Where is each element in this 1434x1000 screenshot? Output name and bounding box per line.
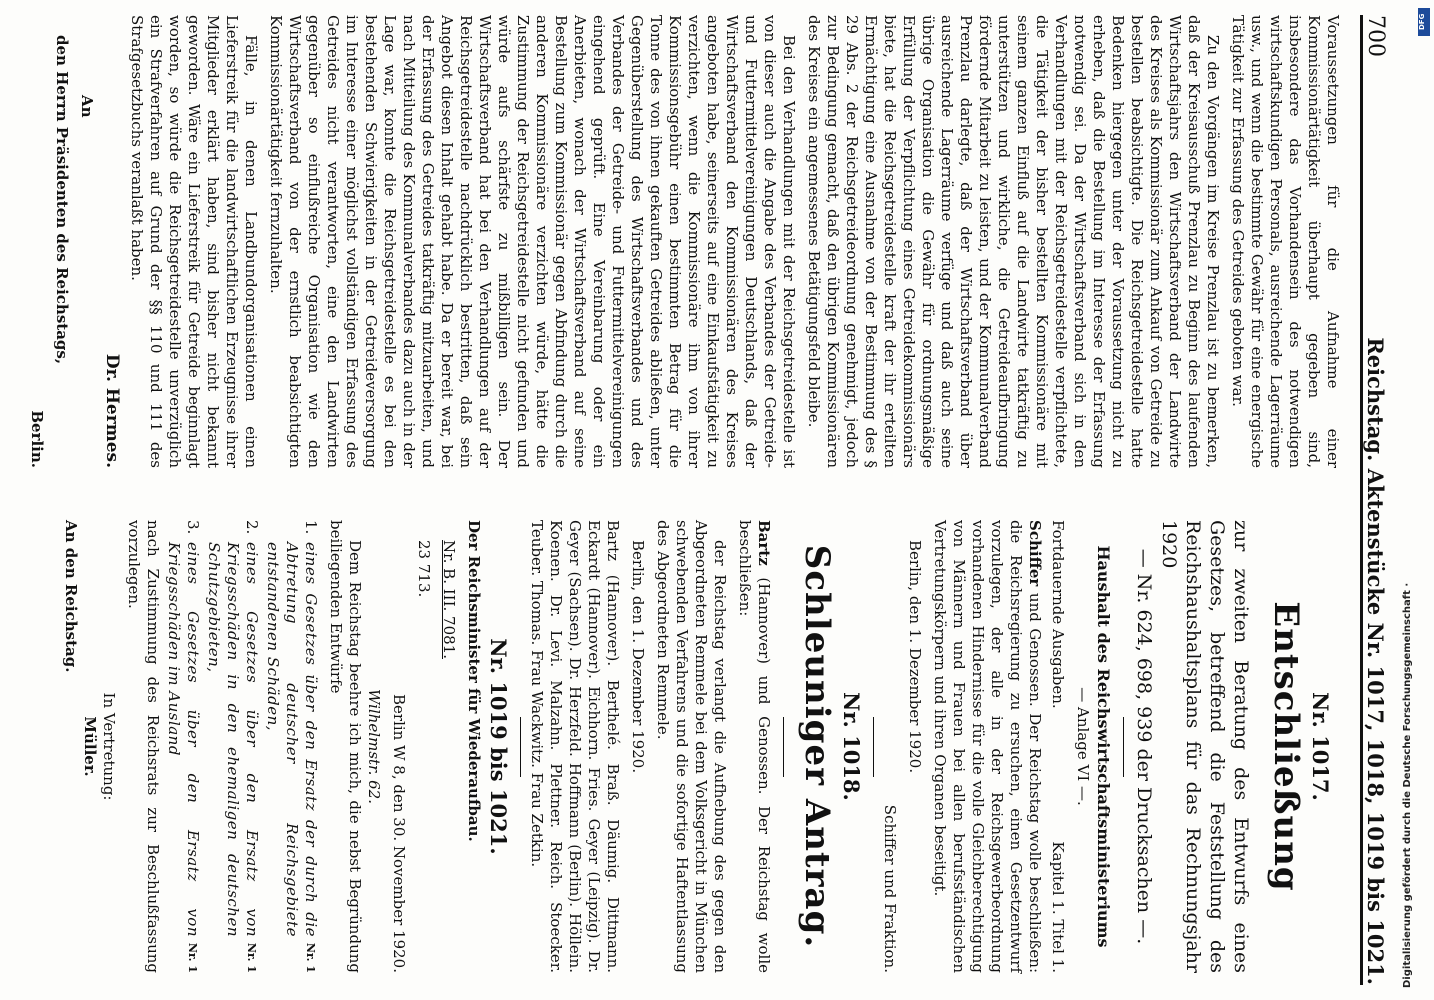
section-title: Haushalt des Reichswirtschaftsministeriums: [1094, 545, 1113, 948]
motion-body: der Reichstag verlangt die Aufhebung des gegen den Abgeordneten Remmele bei dem Volksgericht in München schwebenden Verfahrens und die sofortige Haftentlassung des Abgeordneten Remmele.: [654, 520, 729, 973]
budget-line: [1048, 520, 1067, 973]
dfg-logo: DFG: [1418, 8, 1430, 36]
anlage-label: — Anlage VI —.: [1074, 687, 1092, 806]
letter-outro: nach Zustimmung des Reichsrats zur Beschlußfassung vorzulegen.: [125, 520, 162, 973]
ministry: Der Reichsminister für Wiederaufbau.: [465, 520, 483, 842]
address-recipient: den Herrn Präsidenten des Reichstags,: [53, 35, 71, 365]
reference-number-2: 23 713.: [415, 540, 433, 598]
signers-list: Bartz (Hannover). Berthelé. Braß. Däumig. Dittmann. Eckardt (Hannover). Eichhorn. Fries. Geyer (Leipzig). Dr. Geyer (Sachsen). Dr. Herzfeld. Hoffmann (Berlin). Höllein. Koenen. Dr. Levi. Malzahn. Plettner. Reich. Stoecker. Teuber. Thomas. Frau Wackwitz. Frau Zetkin.: [528, 520, 622, 973]
berlin-date: Berlin W 8, den 30. November 1920.: [390, 694, 408, 973]
margin-mark: Nr. 1: [304, 942, 317, 973]
heading-antrag: Schleuniger Antrag.: [797, 544, 837, 949]
paragraph: Fälle, in denen Landbundorganisationen einen Lieferstreik für die landwirtschaftlichen Erzeugnisse ihrer Mitglieder erklärt haben, sind bisher nicht bekannt geworden. Wäre ein Lieferstreik für Getreide beginnlagt worden, so würde die Reichsgetreidestelle unverzüglich ein Strafverfahren auf Grund der §§ 110 und 111 des Strafgesetzbuchs veranlaßt haben.: [128, 15, 260, 468]
signature: Dr. Hermes.: [102, 353, 122, 468]
signature-mueller: Müller.: [81, 716, 99, 777]
paragraph: Zu den Vorgängen im Kreise Prenzlau ist zu bemerken, daß der Kreisausschuß Prenzlau zu Beginn des laufenden Wirtschaftsjahrs den Wirtschaftsverband der Landwirte des Kreises als Kommissionär zum Ankauf von Getreide zu bestellen beabsichtigte. Die Reichsgetreidestelle hatte Bedenken hiergegen unter der Voraussetzung nicht zu erheben, daß die Bestellung im Interesse der Erfassung notwendig sei. Da der Wirtschaftsverband sich in den Verhandlungen mit der Reichsgetreidestelle verpflichtete, die Tätigkeit der bisher bestellten Kommissionäre mit seinem ganzen Einfluß auf die Landwirte tatkräftig zu unterstützen und wirkliche, die Getreideaufbringung fördernde Mitarbeit zu leisten, und der Kommunalverband Prenzlau darlegte, daß der Wirtschaftsverband über ausreichende Lagerräume verfüge und daß auch seine übrige Organisation die Gewähr für ordnungsmäßige Erfüllung der Verpflichtung eines Getreidekommissionärs biete, hat die Reichsgetreidestelle kraft der ihr erteilten Ermächtigung eine Ausnahme von der Bestimmung des § 29 Abs. 2 der Reichsgetreideordnung genehmigt, jedoch zur Bedingung gemacht, daß den übrigen Kommissionären des Kreises ein angemessenes Betätigungsfeld bleibe.: [805, 15, 1222, 468]
recipient: An den Reichstag.: [62, 520, 80, 673]
page-number: 700: [1363, 15, 1388, 57]
digitization-credit: Digitalisierung gefördert durch die Deutsche Forschungsgemeinschaft ·: [1402, 582, 1413, 988]
margin-mark: Nr. 1: [245, 942, 258, 973]
subtitle-refs: — Nr. 624, 698, 939 der Drucksachen —.: [1133, 548, 1155, 945]
running-title: Reichstag. Aktenstücke Nr. 1017, 1018, 1019 bis 1021.: [1363, 337, 1388, 985]
paragraph: Voraussetzungen für die Aufnahme einer Kommissionärtätigkeit überhaupt gegeben sind, insbesondere das Vorhandensein des notwendigen wirtschaftskundigen Personals, ausreichende Lagerräume usw., und wenn die bestimmte Gewähr für eine energische Tätigkeit zur Erfassung des Getreides geboten war.: [1229, 15, 1342, 468]
reference-number: Nr. B. III. 7081.: [440, 540, 458, 659]
divider: [1123, 717, 1124, 777]
motion-signature: Schiffer und Fraktion.: [881, 804, 899, 973]
list-item: 3. eines Gesetzes über den Ersatz von Kriegsschäden im Ausland Nr. 1: [165, 520, 202, 973]
budget-ref: Kapitel 1. Titel 1.: [1049, 841, 1067, 973]
motion-text: [930, 520, 1044, 973]
budget-type: Fortdauernde Ausgaben.: [1049, 520, 1067, 709]
list-item: 2. eines Gesetzes über den Ersatz von Kriegsschäden in den ehemaligen deutschen Schutzgebieten, Nr. 1: [205, 520, 261, 973]
motion-intro: (Hannover) und Genossen. Der Reichstag wolle beschließen:: [736, 520, 773, 973]
address-city: Berlin.: [28, 410, 46, 468]
street-address: Wilhelmstr. 62.: [365, 689, 383, 804]
left-column: [30, 15, 1342, 468]
divider: [873, 717, 874, 777]
letter-intro: Dem Reichstag beehre ich mich, die nebst Begründung beiliegenden Entwürfe: [327, 520, 364, 973]
rotated-document: [30, 15, 1400, 985]
doc-number-1017: Nr. 1017.: [1308, 692, 1333, 801]
doc-number-1018: Nr. 1018.: [839, 692, 864, 801]
vertretung: In Vertretung:: [100, 692, 118, 801]
divider: [783, 717, 784, 777]
address-an: An: [78, 95, 96, 118]
divider: [520, 717, 521, 777]
motion-lead: Bartz: [755, 520, 773, 566]
motion-text: [735, 520, 773, 973]
motion-body: und Genossen. Der Reichstag wolle beschließen: die Reichsregierung zu ersuchen, einen Gesetzentwurf vorzulegen, der alle in der Reichsgewerbeordnung vorhandenen Hindernisse für die volle Gleichberechtigung von Männern und Frauen bei allen berufsständischen Vertretungskörpern und ihren Organen beseitigt.: [931, 520, 1044, 973]
date-line: Berlin, den 1. Dezember 1920.: [906, 540, 924, 774]
right-column: [30, 520, 1342, 973]
margin-mark: Nr. 1: [186, 942, 199, 973]
paragraph: Bei den Verhandlungen mit der Reichsgetreidestelle ist von dieser auch die Angabe des Verbandes der Getreide- und Futtermittelvereinigungen Deutschlands, daß der Wirtschaftsverband den Kommissionären des Kreises angeboten habe, seinerseits auf eine Einkaufstätigkeit zu verzichten, wenn die Kommissionäre ihm von ihrer Kommissionsgebühr einen bestimmten Betrag für die Tonne des von ihnen gekauften Getreides abließen, unter Gegenüberstellung des Wirtschaftsverbandes und des Verbandes der Getreide- und Futtermittelvereinigungen eingehend geprüft. Eine Vereinbarung oder ein Anerbieten, wonach der Wirtschaftsverband auf seine Bestellung zum Kommissionär gegen Abfindung durch die anderen Kommissionäre verzichten würde, hätte die Zustimmung der Reichsgetreidestelle nicht gefunden und würde aufs schärfste zu mißbilligen sein. Der Wirtschaftsverband hat bei den Verhandlungen auf der Reichsgetreidestelle nachdrücklich bestritten, daß sein Angebot diesen Inhalt gehabt habe. Da er bereit war, bei der Erfassung des Getreides tatkräftig mitzuarbeiten, und nach Mitteilung des Kommunalverbandes dazu auch in der Lage war, konnte die Reichsgetreidestelle es bei den bestehenden Schwierigkeiten in der Getreideversorgung im Interesse einer möglichst vollständigen Erfassung des Getreides nicht verantworten, eine den Landwirten gegenüber so einflußreiche Organisation wie den Wirtschaftsverband von der ernstlich beabsichtigten Kommissionärtätigkeit fernzuhalten.: [267, 15, 798, 468]
heading-entschliessung: Entschließung: [1266, 601, 1306, 892]
list-item: 1. eines Gesetzes über den Ersatz der durch die Abtretung deutscher Reichsgebiete entstandenen Schäden, Nr. 1: [264, 520, 320, 973]
date-line: Berlin, den 1. Dezember 1920.: [629, 540, 647, 774]
page-header: [1360, 15, 1400, 985]
doc-number-1019: Nr. 1019 bis 1021.: [486, 638, 511, 855]
subtitle: zur zweiten Beratung des Entwurfs eines Gesetzes, betreffend die Feststellung des Reichshaushaltsplans für das Rechnungsjahr 1920: [1158, 520, 1252, 973]
motion-lead: Schiffer: [1026, 520, 1044, 587]
